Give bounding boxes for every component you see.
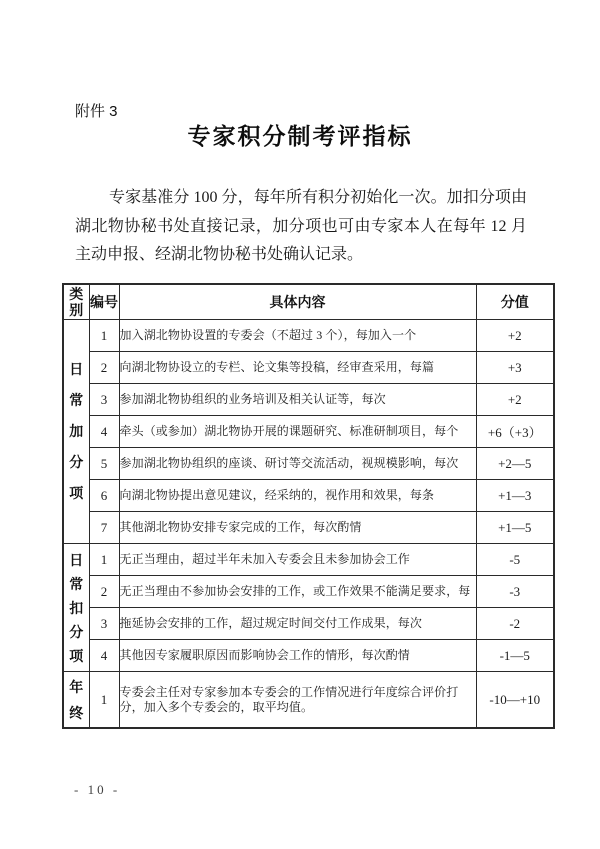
row-score: +2	[476, 384, 554, 416]
row-content: 其他湖北物协安排专家完成的工作，每次酌情	[119, 512, 476, 544]
row-content: 拖延协会安排的工作，超过规定时间交付工作成果，每次	[119, 608, 476, 640]
row-number: 3	[89, 384, 119, 416]
table-row	[63, 608, 554, 640]
row-score: +3	[476, 352, 554, 384]
score-table	[62, 283, 555, 729]
table-row	[63, 384, 554, 416]
row-score: +2	[476, 320, 554, 352]
attachment-label: 附件 3	[75, 103, 118, 120]
row-score: -3	[476, 576, 554, 608]
row-number: 1	[89, 544, 119, 576]
row-number: 5	[89, 448, 119, 480]
table-row	[63, 352, 554, 384]
row-number: 3	[89, 608, 119, 640]
category-cell-year-end: 年终	[63, 672, 89, 729]
header-number: 编号	[89, 284, 119, 320]
table-row	[63, 576, 554, 608]
table-header-row	[63, 284, 554, 320]
header-category: 类别	[63, 284, 89, 320]
header-content: 具体内容	[119, 284, 476, 320]
row-content: 牵头（或参加）湖北物协开展的课题研究、标准研制项目，每个	[119, 416, 476, 448]
row-score: +1—5	[476, 512, 554, 544]
table-row	[63, 480, 554, 512]
page-number: - 10 -	[74, 782, 121, 797]
row-number: 2	[89, 576, 119, 608]
table-row	[63, 448, 554, 480]
row-score: -5	[476, 544, 554, 576]
row-number: 2	[89, 352, 119, 384]
row-score: +1—3	[476, 480, 554, 512]
row-content: 无正当理由不参加协会安排的工作，或工作效果不能满足要求，每	[119, 576, 476, 608]
table-row	[63, 640, 554, 672]
intro-paragraph: 专家基准分 100 分，每年所有积分初始化一次。加扣分项由湖北物协秘书处直接记录，加分项也可由专家本人在每年 12 月主动申报、经湖北物协秘书处确认记录。	[75, 189, 527, 263]
row-content: 专委会主任对专家参加本专委会的工作情况进行年度综合评价打分，加入多个专委会的，取平均值。	[119, 672, 476, 729]
category-cell-daily-add: 日常加分项	[63, 320, 89, 544]
row-score: -1—5	[476, 640, 554, 672]
row-number: 7	[89, 512, 119, 544]
table-row	[63, 416, 554, 448]
row-score: -2	[476, 608, 554, 640]
row-number: 1	[89, 672, 119, 729]
row-score: -10—+10	[476, 672, 554, 729]
row-content: 无正当理由，超过半年未加入专委会且未参加协会工作	[119, 544, 476, 576]
row-content: 加入湖北物协设置的专委会（不超过 3 个），每加入一个	[119, 320, 476, 352]
table-row	[63, 672, 554, 729]
row-score: +2—5	[476, 448, 554, 480]
header-score: 分值	[476, 284, 554, 320]
row-number: 4	[89, 416, 119, 448]
row-content: 向湖北物协提出意见建议，经采纳的，视作用和效果，每条	[119, 480, 476, 512]
row-score: +6（+3）	[476, 416, 554, 448]
row-content: 参加湖北物协组织的业务培训及相关认证等，每次	[119, 384, 476, 416]
row-number: 6	[89, 480, 119, 512]
row-content: 其他因专家履职原因而影响协会工作的情形，每次酌情	[119, 640, 476, 672]
page-title: 专家积分制考评指标	[187, 124, 413, 149]
table-row	[63, 320, 554, 352]
table-row	[63, 544, 554, 576]
table-row	[63, 512, 554, 544]
category-cell-daily-subtract: 日常扣分项	[63, 544, 89, 672]
row-number: 1	[89, 320, 119, 352]
row-content: 向湖北物协设立的专栏、论文集等投稿，经审查采用，每篇	[119, 352, 476, 384]
row-number: 4	[89, 640, 119, 672]
row-content: 参加湖北物协组织的座谈、研讨等交流活动，视规模影响，每次	[119, 448, 476, 480]
